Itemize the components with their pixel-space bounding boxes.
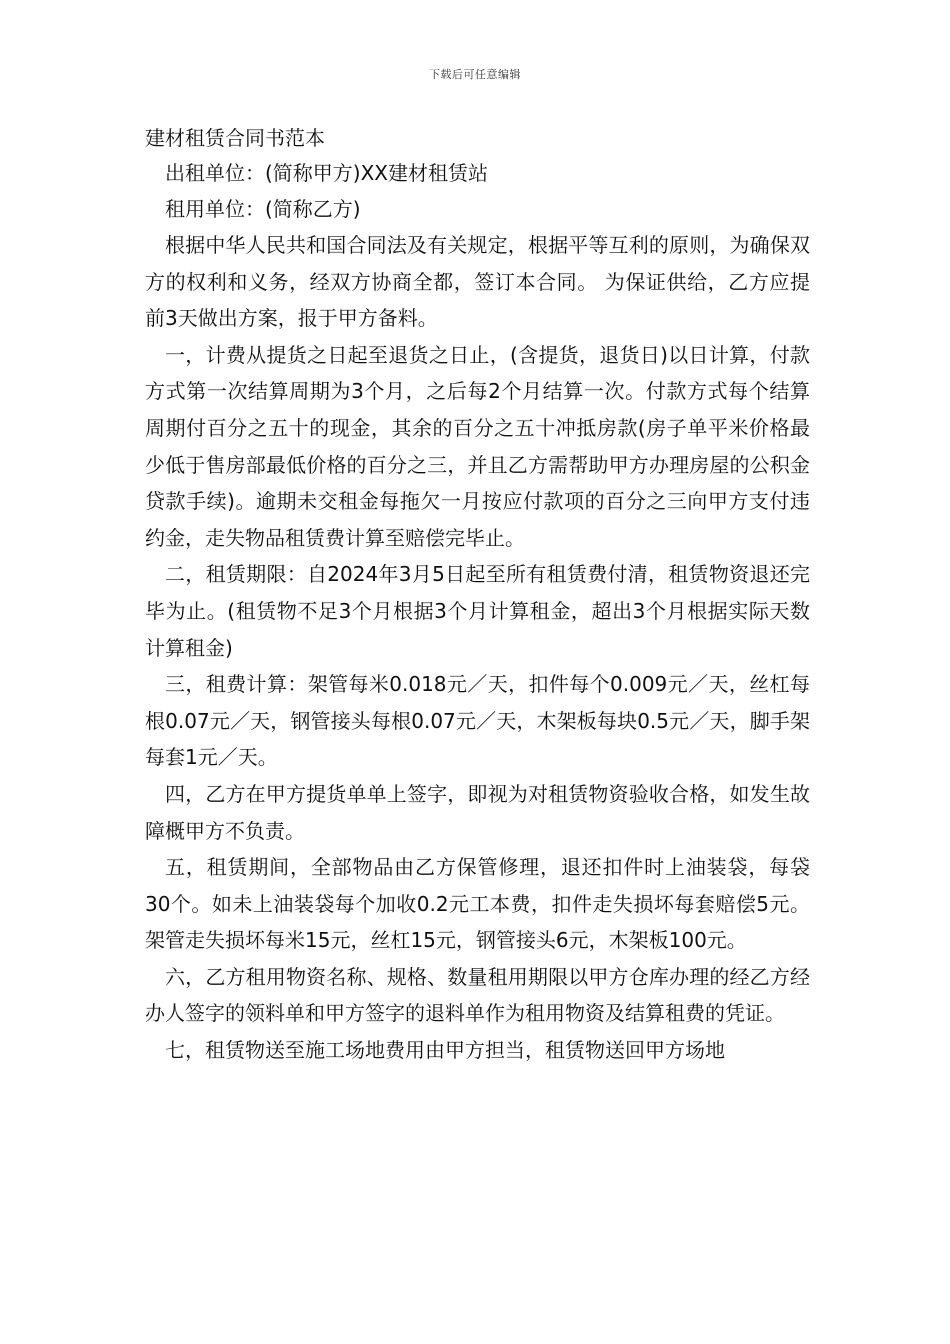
document-body [145,121,810,1069]
document-title: 建材租赁合同书范本 [145,126,325,150]
paragraph-clause-5: 五，租赁期间，全部物品由乙方保管修理，退还扣件时上油装袋，每袋30个。如未上油装袋每个加收0.2元工本费，扣件走失损坏每套赔偿5元。架管走失损坏每米15元，丝杠15元，钢管接头6元，木架板100元。 [145,855,810,953]
paragraph-clause-1: 一，计费从提货之日起至退货之日止，(含提货，退货日)以日计算，付款方式第一次结算周期为3个月，之后每2个月结算一次。付款方式每个结算周期付百分之五十的现金，其余的百分之五十冲抵房款(房子单平米价格最少低于售房部最低价格的百分之三，并且乙方需帮助甲方办理房屋的公积金贷款手续)。逾期未交租金每拖欠一月按应付款项的百分之三向甲方支付违约金，走失物品租赁费计算至赔偿完毕止。 [145,342,810,550]
lessee-line: 租用单位：(简称乙方) [165,197,361,221]
paragraph-intro: 根据中华人民共和国合同法及有关规定，根据平等互利的原则，为确保双方的权利和义务，经双方协商全都，签订本合同。 为保证供给，乙方应提前3天做出方案，报于甲方备料。 [145,233,810,331]
paragraph-clause-2: 二，租赁期限：自2024年3月5日起至所有租赁费付清，租赁物资退还完毕为止。(租赁物不足3个月根据3个月计算租金，超出3个月根据实际天数计算租金) [145,562,810,660]
paragraph-clause-3: 三，租费计算：架管每米0.018元／天，扣件每个0.009元／天，丝杠每根0.07元／天，钢管接头每根0.07元／天，木架板每块0.5元／天，脚手架每套1元／天。 [145,672,810,770]
paragraph-clause-7: 七，租赁物送至施工场地费用由甲方担当，租赁物送回甲方场地 [165,1038,725,1063]
paragraph-clause-6: 六，乙方租用物资名称、规格、数量租用期限以甲方仓库办理的经乙方经办人签字的领料单和甲方签字的退料单作为租用物资及结算租费的凭证。 [145,964,810,1026]
header-note: 下载后可任意编辑 [429,68,521,81]
lessor-line: 出租单位：(简称甲方)XX建材租赁站 [165,161,489,185]
paragraph-clause-4: 四，乙方在甲方提货单单上签字，即视为对租赁物资验收合格，如发生故障概甲方不负责。 [145,781,810,843]
